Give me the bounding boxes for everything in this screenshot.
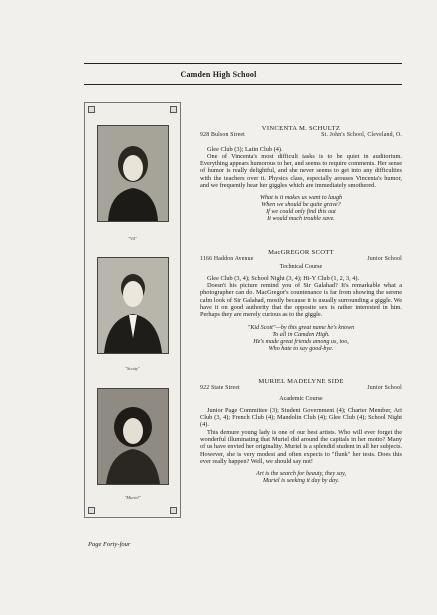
poem-line: Muriel is seeking it day by day.: [263, 478, 339, 485]
student-poem: [200, 471, 402, 485]
portrait-photo: [97, 257, 169, 354]
bio-paragraph: This demure young lady is one of our best artists. Who will ever forget the wonderful illuminating that Muriel did around the capitals in her motto? Many of us have envied her originality. Muriel is a splendid student in all her subjects. However, she is very modest and often expects to "flunk" her tests. Does this ever really happen? Well, we should say not!: [200, 428, 402, 465]
header-rule-bottom: [84, 84, 402, 85]
street-address: 928 Bulson Street: [200, 132, 245, 139]
page-header: Camden High School: [180, 70, 257, 79]
activities: Junior Page Committee (3); Student Government (4); Charter Member, Art Club (3, 4); French Club (4); Mandolin Club (4); Glee Club (4); School Night (4).: [200, 406, 402, 429]
course-name: Technical Course: [279, 263, 323, 270]
student-name: MacGREGOR SCOTT: [268, 249, 334, 256]
header-rule-top: [84, 63, 402, 64]
previous-school: St. John's School, Cleveland, O.: [321, 132, 402, 139]
student-poem: [200, 325, 402, 353]
student-bio: [200, 146, 402, 190]
student-bio: [200, 275, 402, 319]
portrait-photo: [97, 125, 169, 222]
street-address: 922 State Street: [200, 385, 240, 392]
portrait-caption: "Vil": [128, 236, 137, 241]
poem-line: Who hate to say good-bye.: [268, 345, 334, 352]
corner-ornament: [170, 106, 177, 113]
bio-paragraph: Doesn't his picture remind you of Sir Galahad? It's remarkable what a photographer can do. MacGregor's countenance is far from showing the serene calm look of Sir Galahad, mostly because it is usually surrounding a giggle. We have it on good authority that the opposite sex is rather interested in him. Perhaps they are merely curious as to the giggle.: [200, 282, 402, 319]
student-name: VINCENTA M. SCHULTZ: [261, 125, 341, 132]
course-name: Academic Course: [279, 395, 323, 402]
corner-ornament: [170, 507, 177, 514]
student-poem: [200, 195, 402, 223]
previous-school: Junior School: [367, 256, 402, 263]
poem-line: Art is the search for beauty, they say,: [256, 471, 346, 478]
activities: Glee Club (3); Latin Club (4).: [207, 145, 283, 153]
poem-line: To all in Camden High.: [272, 331, 330, 338]
activities: Glee Club (3, 4); School Night (3, 4); Hi-Y Club (1, 2, 3, 4).: [207, 274, 360, 282]
poem-line: He's made great friends among us, too,: [253, 338, 349, 345]
student-address: [200, 385, 402, 392]
poem-line: When we should be quite grave?: [261, 202, 341, 209]
street-address: 1166 Haddon Avenue: [200, 256, 254, 263]
student-address: [200, 256, 402, 263]
previous-school: Junior School: [367, 385, 402, 392]
corner-ornament: [88, 106, 95, 113]
portrait-caption: "Scotty": [125, 366, 140, 371]
portrait-caption: "Muriel": [124, 495, 141, 500]
student-entry: [200, 378, 402, 485]
poem-line: It would much trouble save.: [267, 216, 335, 223]
poem-line: If we could only find this out: [266, 209, 336, 216]
corner-ornament: [88, 507, 95, 514]
student-bio: [200, 407, 402, 465]
page-number: Page Forty-four: [88, 541, 131, 548]
student-entry: [200, 249, 402, 353]
bio-paragraph: One of Vincenta's most difficult tasks is to be quiet in auditorium. Everything appears humorous to her, and seems to require comments. Her sense of humor is really delightful, and she never seems to get into any difficulties with the teachers over it. Physics class, especially arouses Vincenta's humor, and we frequently hear her giggles which are immediately smothered.: [200, 152, 402, 190]
student-entry: [200, 125, 402, 223]
photo-panel: [84, 102, 181, 518]
portrait-photo: [97, 388, 169, 485]
student-name: MURIEL MADELYNE SIDE: [258, 378, 344, 385]
poem-line: "Kid Scott"—by this great name he's known: [247, 324, 355, 331]
student-address: [200, 132, 402, 139]
poem-line: What is it makes us want to laugh: [259, 195, 343, 202]
